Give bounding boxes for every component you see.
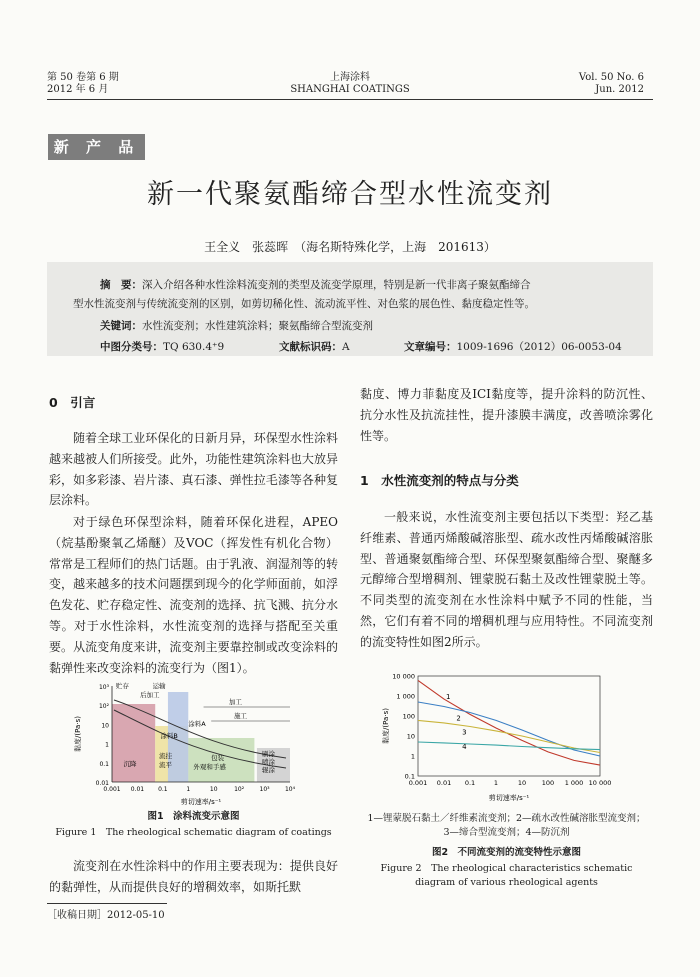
abstract-line-1: [100, 278, 531, 292]
fig2-xtick: 0.1: [464, 779, 476, 787]
fig1-xtick: 0.01: [130, 786, 145, 793]
figure-1-caption-cn: [49, 810, 338, 823]
doc-value: A: [342, 341, 350, 353]
fig1-xlabel: 剪切速率/s⁻¹: [180, 798, 222, 806]
paragraph-1: 随着全球工业环保化的日新月异，环保型水性涂料越来越被人们所接受。此外，功能性建筑涂料也大放异彩，如多彩漆、岩片漆、真石漆、弹性拉毛漆等各种复层涂料。: [49, 431, 338, 508]
fig2-series-label-3: 3: [462, 728, 467, 737]
fig1-transport: 运输: [152, 682, 166, 690]
date-cn: 2012 年 6 月: [47, 84, 109, 95]
paragraph-2: 对于绿色环保型涂料，随着环保化进程，APEO（烷基酚聚氧乙烯醚）及VOC（挥发性有机化合物）常常是工程师们的热门话题。由于乳液、润湿剂等的转变，越来越多的技术问题摆到现今的化学师面前，如浮色发花、贮存稳定性、流变剂的选择、抗飞溅、抗分水等。对于水性涂料，水性流变剂的选择与搭配至关重要。从流变角度来讲，流变剂主要靠控制或改变涂料的黏弹性来改变涂料的流变行为（图1）。: [49, 515, 338, 675]
fig2-series-label-4: 4: [462, 743, 467, 752]
footnote-rule: [47, 903, 167, 904]
fig2-xtick: 1: [493, 779, 499, 787]
fig1-after: 后加工: [139, 691, 160, 699]
header-rule: [47, 99, 653, 100]
fig1-settle: 沉降: [123, 760, 137, 768]
fig1-xtick: 0.001: [103, 786, 121, 793]
doc-code-line: [279, 340, 350, 354]
fig1-ytick: 1: [105, 741, 109, 749]
fig1-ytick: 10³: [98, 684, 109, 691]
fig2-ytick: 1 000: [396, 692, 415, 701]
section-0-heading: 0 引言: [49, 395, 96, 410]
abstract-label: 摘 要：: [100, 279, 142, 291]
keywords-label: 关键词：: [100, 320, 142, 332]
fig1-ytick: 0.01: [95, 780, 109, 787]
fig2-xtick: 0.01: [436, 779, 452, 787]
footnote: ［收稿日期］2012-05-10: [47, 910, 165, 921]
fig2-series-label-2: 2: [456, 714, 461, 723]
journal-cn: 上海涂料: [330, 72, 370, 83]
figure-1-plot: [73, 681, 296, 806]
fig1-process: 加工: [228, 698, 242, 706]
figure-2-plot: [381, 673, 611, 803]
figure-2-caption-cn: [360, 846, 653, 859]
authors: 王全义 张蕊晖 （海名斯特殊化学，上海 201613）: [204, 240, 496, 254]
paragraph-4: 黏度、博力菲黏度及ICI黏度等，提升涂料的防沉性、抗分水性及抗流挂性，提升漆膜丰满度，改善喷涂雾化性等。: [360, 387, 653, 443]
art-label: 文章编号：: [404, 341, 457, 353]
fig2-ytick: 0.1: [404, 772, 415, 781]
article-number-line: [404, 340, 622, 354]
fig1-ytick: 0.1: [99, 760, 109, 768]
fig1-ytick: 10²: [98, 703, 109, 711]
paragraph-5: 一般来说，水性流变剂主要包括以下类型：羟乙基纤维素、普通丙烯酸碱溶胀型、疏水改性丙烯酸碱溶胀型、普通聚氨酯缔合型、环保型聚氨酯缔合型、聚醚多元醇缔合型增稠剂、锂蒙脱石黏土及改性锂蒙脱土等。不同类型的流变剂在水性涂料中赋予不同的性能，当然，它们有着不同的增稠机理与应用特性。不同流变剂的流变特性如图2所示。: [360, 510, 653, 649]
fig1-xtick: 0.1: [158, 786, 168, 793]
header-right: [579, 72, 644, 96]
section-badge: 新 产 品: [48, 134, 145, 160]
fig1-brush1: 刷涂: [262, 750, 276, 758]
fig1-construct: 施工: [234, 712, 248, 720]
keywords: 水性流变剂；水性建筑涂料；聚氨酯缔合型流变剂: [142, 320, 373, 332]
fig2-ylabel: 黏度/(Pa·s): [382, 708, 390, 744]
volume-cn: 第 50 卷第 6 期: [47, 72, 119, 83]
fig2-series-label-1: 1: [446, 693, 451, 702]
fig1-storage: 贮存: [116, 682, 129, 690]
abstract-line-2: 型水性流变剂与传统流变剂的区别，如剪切稀化性、流动流平性、对色浆的展色性、黏度稳定性等。: [73, 298, 535, 310]
fig1-xtick: 10⁴: [284, 786, 296, 793]
cls-value: TQ 630.4⁺9: [163, 341, 225, 353]
journal-en: SHANGHAI COATINGS: [290, 84, 410, 95]
figure-1-caption-en: Figure 1 The rheological schematic diagram of coatings: [55, 827, 332, 838]
section-1-heading: 1 水性流变剂的特点与分类: [360, 473, 519, 488]
volume-en: Vol. 50 No. 6: [578, 72, 644, 83]
fig1-brush3: 辊涂: [262, 766, 276, 774]
article-title: 新一代聚氨酯缔合型水性流变剂: [147, 179, 553, 210]
fig2-xtick: 1 000: [564, 779, 584, 787]
doc-label: 文献标识码：: [279, 341, 342, 353]
art-value: 1009-1696（2012）06-0053-04: [456, 341, 622, 353]
fig1-xtick: 1: [186, 786, 191, 793]
classification-line: [100, 340, 224, 354]
fig2-xtick: 0.001: [408, 779, 428, 787]
abstract-text-1: 深入介绍各种水性涂料流变剂的类型及流变学原理，特别是新一代非离子聚氨酯缔合: [142, 279, 531, 291]
fig2-xtick: 10 000: [588, 779, 612, 787]
fig2-ytick: 100: [402, 712, 415, 721]
cls-label: 中图分类号：: [100, 341, 163, 353]
date-en: Jun. 2012: [595, 84, 644, 95]
fig1-brush2: 喷涂: [262, 758, 276, 766]
fig1-ytick: 10: [101, 722, 109, 730]
figure-1: [70, 680, 310, 808]
fig2-cap-cn-text: 图2 不同流变剂的流变特性示意图: [431, 847, 582, 858]
fig1-pack2: 外观和手感: [193, 763, 226, 771]
fig2-ytick: 10: [406, 732, 415, 741]
fig2-series-4: [418, 742, 600, 750]
fig1-xtick: 10: [209, 786, 218, 793]
fig2-ytick: 1: [410, 752, 415, 761]
fig1-pack1: 包装: [211, 754, 225, 762]
fig1-cap-cn-text: 图1 涂料流变示意图: [147, 811, 240, 822]
figure-2: [372, 668, 634, 806]
fig1-coat-b: 涂料B: [160, 732, 178, 740]
figure-2-legend-2: 3—缔合型流变剂；4—防沉剂: [443, 827, 570, 838]
keywords-line: [100, 319, 373, 333]
fig1-xtick: 10²: [234, 786, 245, 793]
region-settle: [112, 704, 155, 782]
paragraph-3: 流变剂在水性涂料中的作用主要表现为：提供良好的黏弹性，从而提供良好的增稠效率，如斯托默: [49, 859, 338, 894]
fig1-coat-a: 涂料A: [188, 720, 206, 728]
fig2-ytick: 10 000: [392, 672, 415, 681]
figure-2-caption-en-2: diagram of various rheological agents: [415, 877, 598, 888]
figure-2-caption-en-1: Figure 2 The rheological characteristics schematic: [380, 863, 633, 874]
fig1-flow2: 流平: [159, 761, 173, 769]
fig2-xtick: 10: [517, 779, 527, 787]
figure-2-legend-1: 1—锂蒙脱石黏土／纤维素流变剂；2—疏水改性碱溶胀型流变剂；: [367, 813, 646, 824]
fig1-xtick: 10³: [259, 786, 270, 793]
fig2-frame: [418, 676, 600, 776]
fig2-xlabel: 剪切速率/s⁻¹: [488, 794, 530, 802]
fig1-ylabel: 黏度/(Pa·s): [74, 716, 82, 752]
fig1-flow1: 流挂: [159, 752, 173, 760]
fig2-xtick: 100: [541, 779, 555, 787]
